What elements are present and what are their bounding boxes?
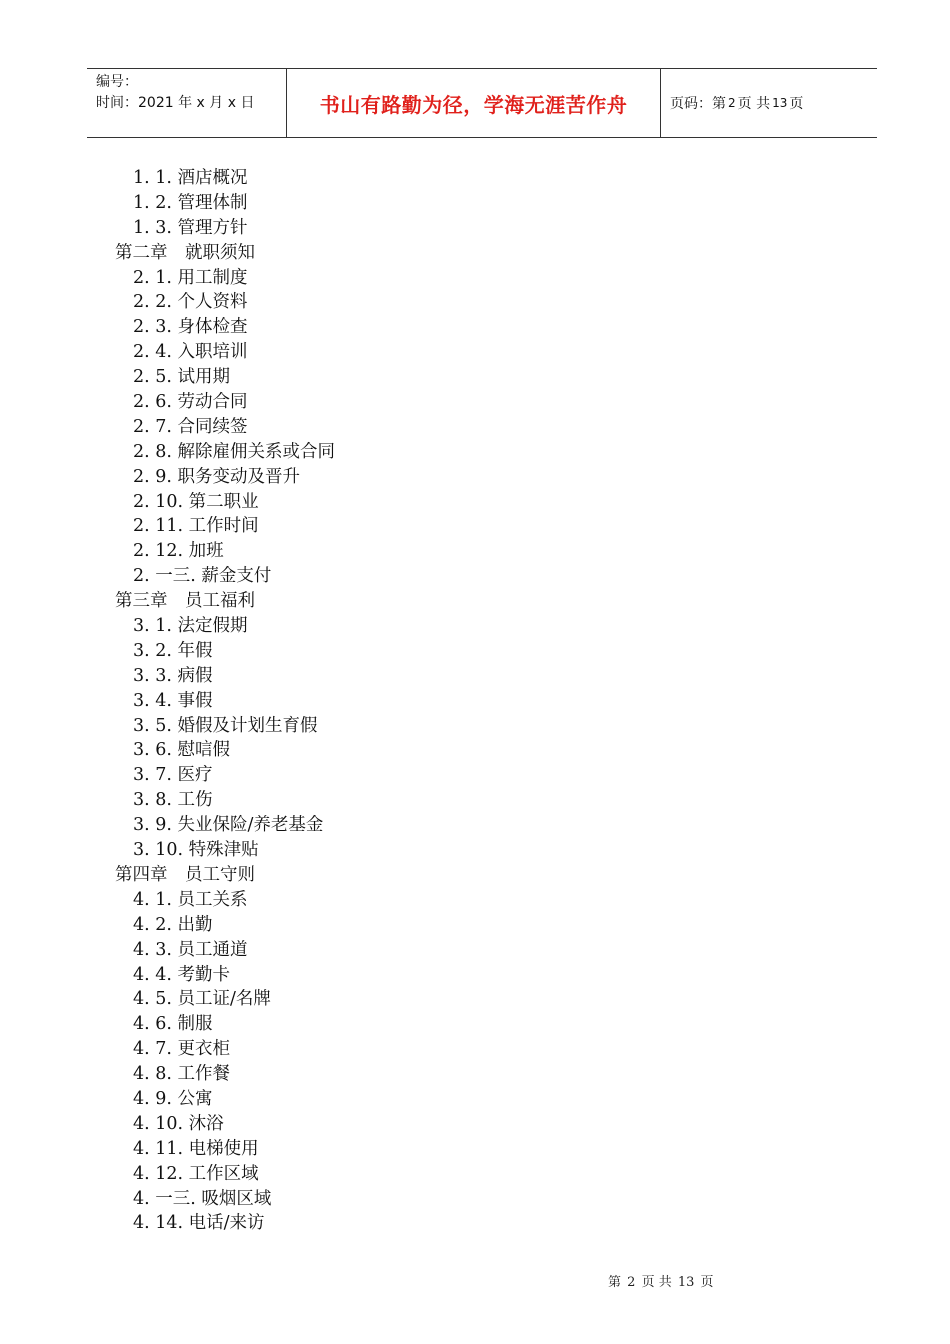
header-page-number <box>661 69 877 137</box>
toc-entry: 4. 8. 工作餐 <box>133 1064 231 1085</box>
toc-entry: 4. 6. 制服 <box>133 1014 213 1035</box>
toc-entry: 1. 3. 管理方针 <box>133 217 248 238</box>
toc-entry: 2. 8. 解除雇佣关系或合同 <box>133 441 336 462</box>
page-middle: 页 共 <box>737 96 771 112</box>
footer-suffix: 页 <box>700 1275 714 1290</box>
toc-entry: 3. 1. 法定假期 <box>133 616 248 637</box>
toc-entry: 2. 3. 身体检查 <box>133 317 248 338</box>
header-motto: 书山有路勤为径，学海无涯苦作舟 <box>319 92 628 117</box>
toc-entry: 2. 9. 职务变动及晋升 <box>133 466 301 487</box>
toc-entry: 4. 一三. 吸烟区域 <box>133 1188 272 1209</box>
page-total: 13 <box>772 96 788 110</box>
footer-total: 13 <box>677 1275 695 1290</box>
toc-entry: 3. 2. 年假 <box>133 640 213 661</box>
toc-entry: 2. 一三. 薪金支付 <box>133 566 272 587</box>
toc-entry: 4. 10. 沐浴 <box>133 1113 224 1134</box>
toc-entry: 2. 5. 试用期 <box>133 367 231 388</box>
page-suffix: 页 <box>789 96 804 112</box>
footer-current: 2 <box>627 1275 636 1290</box>
toc-entry: 2. 10. 第二职业 <box>133 491 259 512</box>
toc-entry: 2. 4. 入职培训 <box>133 342 248 363</box>
toc-entry: 4. 9. 公寓 <box>133 1088 213 1109</box>
toc-entry: 4. 1. 员工关系 <box>133 889 248 910</box>
toc-entry: 3. 7. 医疗 <box>133 765 213 786</box>
footer-middle: 页 共 <box>641 1275 672 1290</box>
toc-entry: 1. 2. 管理体制 <box>133 192 248 213</box>
toc-entry: 4. 12. 工作区域 <box>133 1163 259 1184</box>
toc-entry: 4. 5. 员工证/名牌 <box>133 989 271 1010</box>
toc-entry: 2. 2. 个人资料 <box>133 292 248 313</box>
document-number-label: 编号： <box>96 74 138 90</box>
page-header <box>87 68 877 138</box>
page-footer <box>607 1271 715 1290</box>
toc-entry: 4. 11. 电梯使用 <box>133 1138 259 1159</box>
page-current: 2 <box>728 96 736 110</box>
toc-entry: 2. 6. 劳动合同 <box>133 392 248 413</box>
toc-entry: 3. 8. 工伤 <box>133 790 213 811</box>
toc-entry: 2. 7. 合同续签 <box>133 416 248 437</box>
toc-entry: 1. 1. 酒店概况 <box>133 168 248 188</box>
toc-entry: 2. 11. 工作时间 <box>133 516 259 537</box>
toc-entry: 4. 3. 员工通道 <box>133 939 248 960</box>
toc-chapter-heading: 第三章 员工福利 <box>115 591 255 612</box>
toc-entry: 3. 9. 失业保险/养老基金 <box>133 815 324 836</box>
document-time-label: 时间：2021 年 x 月 x 日 <box>96 95 255 111</box>
toc-entry: 3. 3. 病假 <box>133 665 213 686</box>
toc-entry: 3. 10. 特殊津贴 <box>133 840 259 861</box>
toc-entry: 3. 5. 婚假及计划生育假 <box>133 715 318 736</box>
toc-entry: 4. 7. 更衣柜 <box>133 1039 231 1060</box>
footer-prefix: 第 <box>608 1275 622 1290</box>
toc-entry: 2. 12. 加班 <box>133 541 224 562</box>
toc-entry: 4. 14. 电话/来访 <box>133 1213 265 1234</box>
toc-entry: 2. 1. 用工制度 <box>133 267 248 288</box>
toc-entry: 3. 6. 慰唁假 <box>133 740 231 761</box>
toc-entry: 4. 2. 出勤 <box>133 914 213 935</box>
toc-chapter-heading: 第四章 员工守则 <box>115 864 255 885</box>
toc-entry: 4. 4. 考勤卡 <box>133 964 231 985</box>
toc-entry: 3. 4. 事假 <box>133 690 213 711</box>
header-motto-cell <box>287 69 661 137</box>
table-of-contents <box>115 166 335 1236</box>
page-prefix: 页码：第 <box>670 96 726 112</box>
header-meta <box>87 69 287 137</box>
toc-chapter-heading: 第二章 就职须知 <box>115 242 255 263</box>
